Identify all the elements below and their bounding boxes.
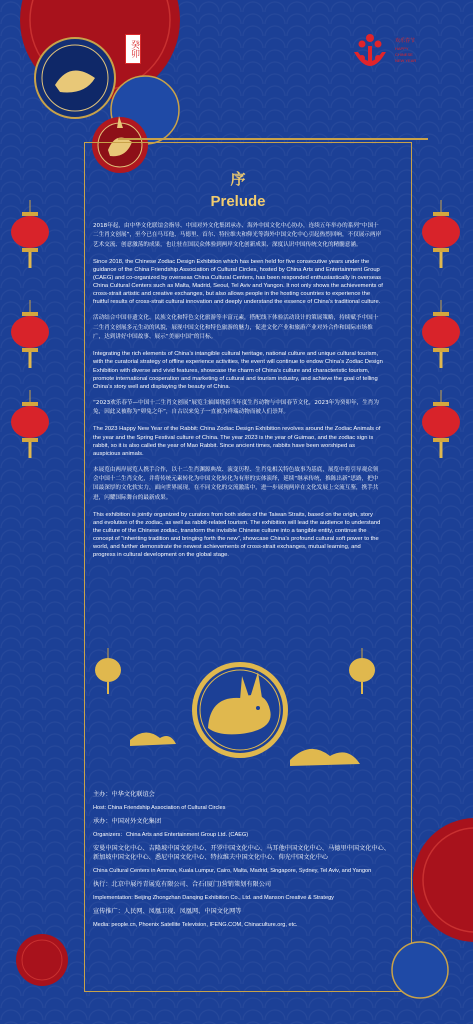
svg-text:CHINESE: CHINESE (395, 52, 413, 57)
paragraph-cn-1: 2018年起，由中华文化联谊会指导、中国对外文化集团承办、海外中国文化中心协办，连续五年举办的系列“中国十二生肖文创展”，至今已在马耳他、马德里、首尔、特拉维夫和仰光等海外中国文化中心引起热烈回响，不仅展示两岸艺术交流、创意激荡的成果，也让驻在国民众体验到两岸文化创新成果、深度认识中国传统文化的精髓意涵。 (93, 223, 382, 248)
lantern-right-2 (421, 300, 461, 370)
svg-text:HAPPY: HAPPY (395, 46, 409, 51)
small-lantern-right (349, 648, 375, 694)
credit-organizer-cn: 承办：中国对外文化集团 (93, 818, 162, 825)
credit-centers-en: China Cultural Centers in Amman, Kuala Lumpur, Cairo, Malta, Madrid, Singapore, Sydney, Tel Aviv, and Yangon (93, 868, 372, 874)
rabbit-medallion (90, 648, 390, 788)
lantern-right-3 (421, 390, 461, 460)
paragraph-en-4: This exhibition is jointly organized by curators from both sides of the Taiwan Straits, based on the origin, story and evolution of the zodiac, as well as rabbit-related tourism. The exhibition will lead the audience to understand the culture of the Chinese zodiac, transform the invisible Chinese culture into a tangible entity, continue the concept of “inheriting tradition and bringing forth the new”, showcase China’s profound cultural soft power to the world, and further demonstrate the newest achievements of cross-strait exchanges, mutual learning, and progress in cultural development on the global stage. (93, 511, 381, 559)
paragraph-cn-3: “2023欢乐春节—中国十二生肖文创展”展览主轴围绕着当年度生肖动物与中国春节文化，2023年为癸卯年，生肖为兔，因此又被称为“卯兔之年”，自古以来兔子一直被为祥瑞动物而被人们崇拜。 (93, 399, 379, 416)
lantern-right-1 (421, 200, 461, 270)
frame-top-line (118, 138, 428, 140)
credit-host-en: Host: China Friendship Association of Cultural Circles (93, 805, 226, 811)
paragraph-en-3: The 2023 Happy New Year of the Rabbit: China Zodiac Design Exhibition revolves around the Zodiac Animals of the year and the Spring Festival culture of China. The year 2023 is the year of Guimao, and the zodiac sign is rabbit, so it is also called the year of Mao Rabbit. Since ancient times, rabbits have been worshiped as auspicious animals. (93, 426, 381, 457)
title-en: Prelude (210, 193, 266, 210)
credits-section (93, 790, 393, 934)
paragraph-cn-2: 活动结合中国非遗文化、民族文化和特色文化旅游等丰富元素，搭配线下体验活动设计的策展策略，持续赋予中国十二生肖文创展多元生动的风貌，展现中国文化和特色旅游的魅力，促进文化产业和旅游产业对外合作和国际市场推广，达到讲好中国故事、展示“美丽中国”的目标。 (93, 315, 379, 341)
title-cn: 序 (230, 170, 246, 188)
happy-new-year-logo (350, 30, 460, 80)
bottom-right-decoration (405, 810, 473, 950)
lantern-left-1 (10, 200, 50, 270)
credit-implementation-cn: 执行：北京中展丹青展览有限公司、合石(厦门)营销策划有限公司 (93, 881, 272, 888)
paragraph-cn-4: 本展览由两岸展览人携手合作，以十二生肖渊源典故、演变历程、生肖兔相关特色故事为基底，展览中将引导观众领会中国十二生肖文化，并将传统元素转化为中国文化转化为有形的实体演绎，延续“继承传统，推陈出新”思路，把中国最深厚的文化软实力，面向世界展现，在不同文化的交流激荡中，进一步展现两岸在文化发展上交流互鉴，携手共进，闪耀国际舞台的最新成果。 (93, 466, 379, 501)
seal-stamp: 癸卯 (125, 34, 141, 64)
lantern-left-3 (10, 390, 50, 460)
bottom-right-small-circle (380, 930, 473, 1024)
svg-text:欢乐春节: 欢乐春节 (395, 38, 416, 44)
credit-implementation-en: Implementation: Beijing Zhongzhan Danqing Exhibition Co., Ltd. and Manson Creative & Strategy (93, 895, 334, 901)
credit-media-en: Media: people.cn, Phoenix Satellite Television, IFENG.COM, Chinaculture.org, etc. (93, 922, 298, 928)
credit-centers-cn: 安曼中国文化中心、吉隆坡中国文化中心、开罗中国文化中心、马耳他中国文化中心、马德里中国文化中心、新加坡中国文化中心、悉尼中国文化中心、特拉维夫中国文化中心、仰光中国文化中心 (93, 845, 390, 861)
bottom-left-decoration (0, 920, 100, 1024)
credit-host-cn: 主办：中华文化联谊会 (93, 791, 155, 798)
credit-organizer-en: Organizers：China Arts and Entertainment Group Ltd. (CAEG) (93, 832, 249, 838)
svg-text:NEW YEAR: NEW YEAR (395, 58, 417, 63)
lantern-left-2 (10, 300, 50, 370)
paragraph-en-2: Integrating the rich elements of China’s intangible cultural heritage, national culture and unique cultural tourism, with the curatorial strategy of offline experience activities, the event will continue to endow China’s Zodiac Design Exhibition with diverse and vivid features, showcase the charm of China’s culture and characteristic tourism, promote international cooperation and marketing of cultural and tourism industry, and achieve the goal of telling China’s story well and displaying the beauty of China. (93, 351, 383, 390)
small-lantern-left (95, 648, 121, 694)
credit-media-cn: 宣传推广：人民网、凤凰卫视、凤凰网、中国文化网等 (93, 908, 242, 915)
paragraph-en-1: Since 2018, the Chinese Zodiac Design Exhibition which has been held for five consecutive years under the guidance of the China Friendship Association of Cultural Circles, hosted by China Arts and Entertainment Group (CAEG) and co-organized by overseas China Cultural Centers, has been responded enthusiastically in overseas China Cultural Centers such as Malta, Madrid, Seoul, Tel Aviv and Yangon. It not only shows the achievements of cross-strait artistic and creative exchanges, but also allows people in the hosting countries to experience the fruitful results of cross-strait cultural innovation and deeply understand the essence of China’s traditional culture. (93, 258, 383, 306)
prelude-content (93, 168, 383, 568)
